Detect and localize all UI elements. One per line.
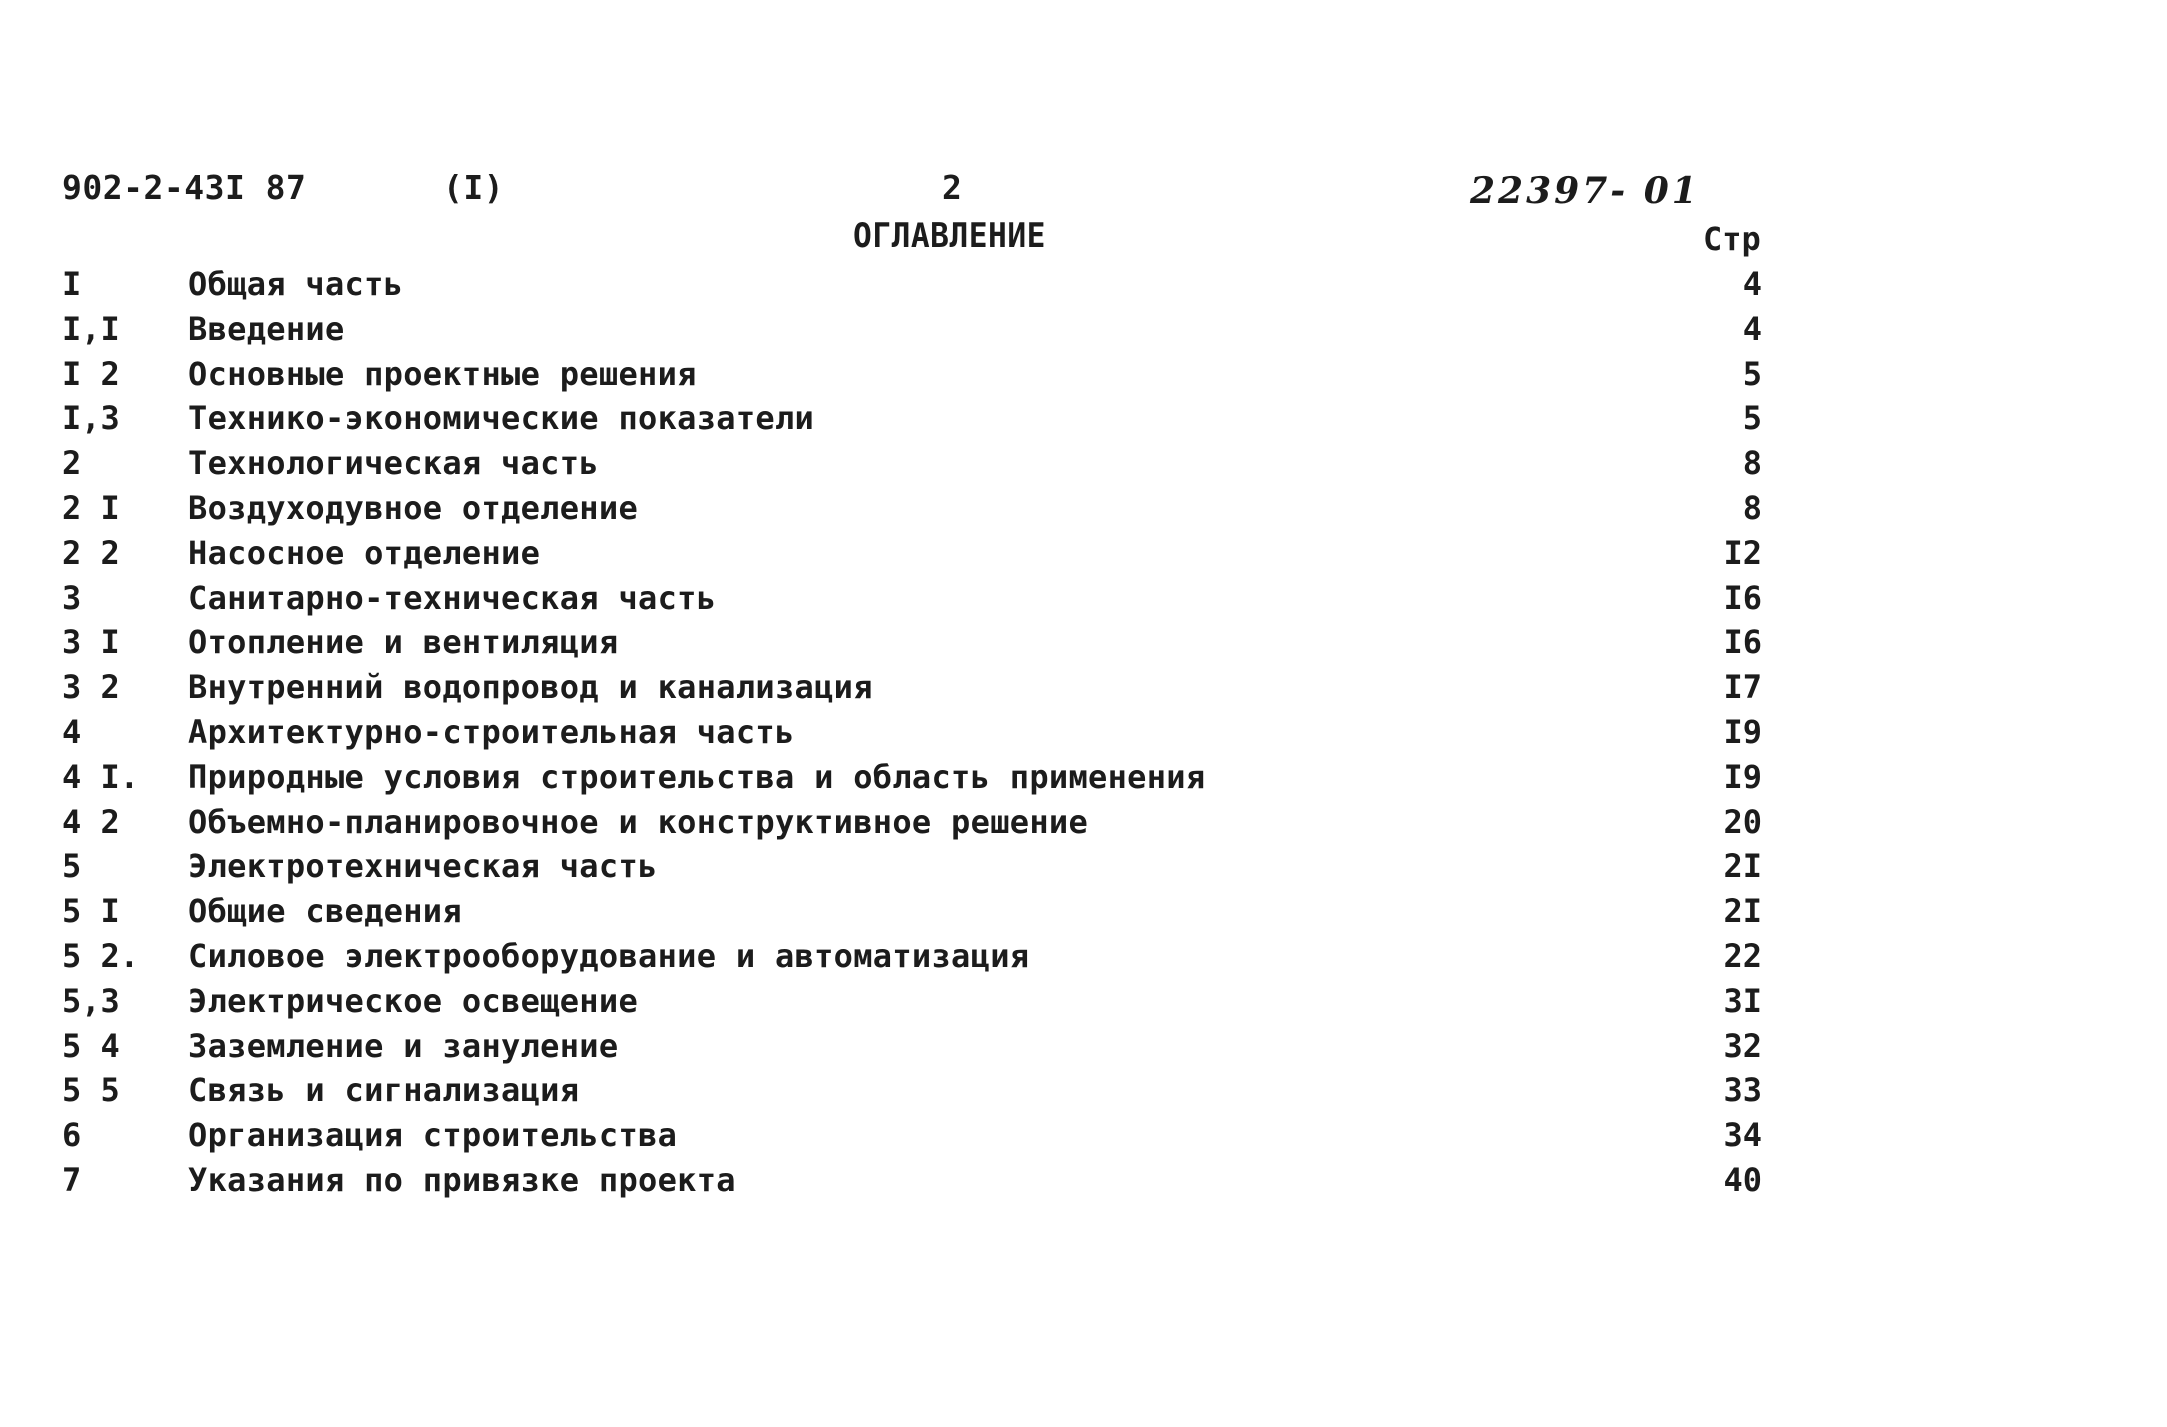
- toc-entry-title: Воздуходувное отделение: [188, 488, 639, 527]
- toc-entry: [0, 441, 2167, 486]
- toc-entry-title: Связь и сигнализация: [188, 1071, 580, 1110]
- toc-entry-title: Общие сведения: [188, 892, 462, 931]
- toc-entry-title: Архитектурно-строительная часть: [188, 712, 795, 751]
- toc-entry-title: Введение: [188, 309, 345, 348]
- toc-entry-number: I: [62, 265, 82, 303]
- toc-entry-page: 22: [1723, 936, 1762, 975]
- toc-entry-page: I2: [1723, 533, 1762, 572]
- toc-entry-page: I7: [1723, 668, 1762, 707]
- toc-entry-number: I 2: [62, 354, 120, 393]
- toc-entry-page: 40: [1723, 1160, 1762, 1199]
- toc-entry: [0, 1158, 2167, 1203]
- toc-entry: [0, 710, 2167, 755]
- toc-entry-title: Санитарно-техническая часть: [188, 578, 717, 617]
- toc-entry-page: I9: [1723, 757, 1762, 796]
- toc-entry-title: Основные проектные решения: [188, 354, 697, 393]
- toc-entry-number: I,I: [62, 309, 120, 348]
- toc-entry-title: Электротехническая часть: [188, 847, 658, 886]
- toc-entry-title: Заземление и зануление: [188, 1026, 619, 1065]
- toc-entry-page: 3I: [1723, 981, 1762, 1020]
- toc-entry-number: 5 I: [62, 892, 120, 931]
- toc-title: ОГЛАВЛЕНИЕ: [853, 216, 1046, 256]
- toc-entry-page: 32: [1723, 1026, 1762, 1065]
- toc-entry-number: I,3: [62, 399, 120, 438]
- toc-entry-number: 3 2: [62, 668, 120, 707]
- toc-entry: [0, 665, 2167, 710]
- toc-entry: [0, 620, 2167, 665]
- toc-entry-title: Отопление и вентиляция: [188, 623, 619, 662]
- toc-entry-number: 5 5: [62, 1071, 120, 1110]
- toc-entry-title: Указания по привязке проекта: [188, 1160, 736, 1199]
- toc-entry-page: I6: [1723, 578, 1762, 617]
- toc-entry-page: I6: [1723, 623, 1762, 662]
- document-code: 902-2-43I 87: [62, 168, 307, 207]
- toc-entry: [0, 486, 2167, 531]
- toc-entry: [0, 531, 2167, 576]
- toc-entry: [0, 576, 2167, 621]
- page-number: 2: [942, 168, 963, 207]
- toc-entry-title: Общая часть: [188, 265, 404, 303]
- toc-entry-page: 5: [1742, 399, 1762, 438]
- toc-entry-number: 3 I: [62, 623, 120, 662]
- toc-entry-title: Силовое электрооборудование и автоматизация: [188, 936, 1030, 975]
- toc-entry: [0, 262, 2167, 307]
- toc-entry-page: 20: [1723, 802, 1762, 841]
- toc-entry-number: 5,3: [62, 981, 120, 1020]
- toc-entry-number: 2: [62, 444, 82, 483]
- toc-entry: [0, 979, 2167, 1024]
- toc-entry-number: 2 2: [62, 533, 120, 572]
- toc-entry-page: I9: [1723, 712, 1762, 751]
- toc-entry-number: 4 2: [62, 802, 120, 841]
- toc-entry-page: 2I: [1723, 847, 1762, 886]
- toc-entry: [0, 307, 2167, 352]
- toc-entry-page: 8: [1742, 444, 1762, 483]
- page-column-header: Стр: [1703, 220, 1761, 258]
- toc-entry-page: 34: [1723, 1116, 1762, 1155]
- toc-entry-title: Электрическое освещение: [188, 981, 639, 1020]
- toc-entry-page: 4: [1742, 265, 1762, 303]
- toc-entry-title: Природные условия строительства и область применения: [188, 757, 1206, 796]
- toc-entry-number: 2 I: [62, 488, 120, 527]
- toc-entry: [0, 1113, 2167, 1158]
- toc-entry: [0, 396, 2167, 441]
- toc-entry-number: 5 2.: [62, 936, 140, 975]
- toc-entry: [0, 1068, 2167, 1113]
- toc-entry: [0, 800, 2167, 845]
- toc-entry-page: 8: [1742, 488, 1762, 527]
- toc-entry-title: Технико-экономические показатели: [188, 399, 815, 438]
- toc-entry-page: 33: [1723, 1071, 1762, 1110]
- toc-entry: [0, 889, 2167, 934]
- toc-entry-page: 5: [1742, 354, 1762, 393]
- toc-entry-number: 3: [62, 578, 82, 617]
- toc-entry-title: Внутренний водопровод и канализация: [188, 668, 873, 707]
- toc-entry-number: 5: [62, 847, 82, 886]
- toc-entry-number: 4: [62, 712, 82, 751]
- handwritten-inventory-number: 22397- 01: [1470, 170, 1700, 212]
- toc-entry: [0, 755, 2167, 800]
- toc-entry: [0, 844, 2167, 889]
- toc-entry: [0, 352, 2167, 397]
- toc-entry-title: Организация строительства: [188, 1116, 678, 1155]
- toc-entry-number: 7: [62, 1160, 82, 1199]
- toc-entry-number: 4 I.: [62, 757, 140, 796]
- toc-entry-title: Объемно-планировочное и конструктивное решение: [188, 802, 1089, 841]
- toc-entry-page: 4: [1742, 309, 1762, 348]
- toc-entry-number: 5 4: [62, 1026, 120, 1065]
- issue-number: (I): [443, 168, 505, 207]
- toc-entry-page: 2I: [1723, 892, 1762, 931]
- table-of-contents: [0, 262, 2167, 1203]
- toc-entry: [0, 934, 2167, 979]
- toc-entry-title: Технологическая часть: [188, 444, 599, 483]
- toc-entry-number: 6: [62, 1116, 82, 1155]
- toc-entry-title: Насосное отделение: [188, 533, 541, 572]
- toc-entry: [0, 1024, 2167, 1069]
